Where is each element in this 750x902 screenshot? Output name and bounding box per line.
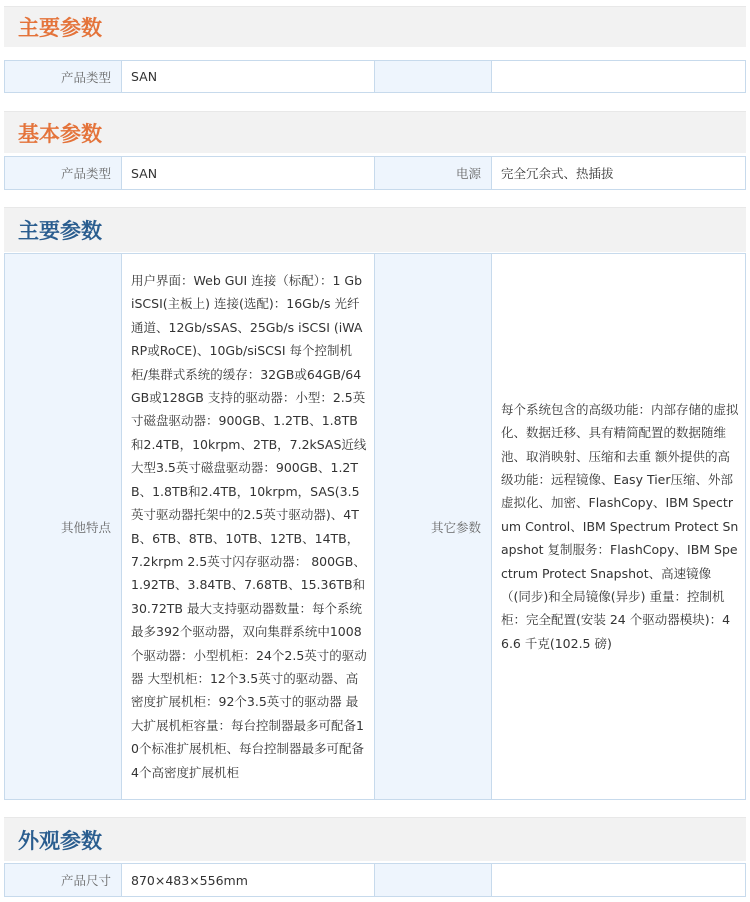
params-table-main-1 [4,60,746,93]
param-value: 870×483×556mm [122,864,375,897]
section-title-main-params-1: 主要参数 [4,6,746,47]
param-value: 完全冗余式、热插拔 [492,157,746,190]
param-label: 电源 [375,157,492,190]
params-table-main-2 [4,253,746,800]
section-title-basic-params: 基本参数 [4,111,746,153]
params-table-appearance [4,863,746,897]
param-label: 产品类型 [5,61,122,93]
param-label: 产品类型 [5,157,122,190]
param-label: 其它参数 [375,254,492,800]
table-row [5,61,746,93]
param-label [375,61,492,93]
param-value [492,864,746,897]
param-value [492,61,746,93]
params-table-basic [4,156,746,190]
param-label: 其他特点 [5,254,122,800]
section-title-main-params-2: 主要参数 [4,207,746,252]
section-title-appearance-params: 外观参数 [4,817,746,861]
param-value: SAN [122,61,375,93]
table-row [5,157,746,190]
param-value-long: 每个系统包含的高级功能：内部存储的虚拟化、数据迁移、具有精简配置的数据随维池、取消映射、压缩和去重 额外提供的高级功能：远程镜像、Easy Tier压缩、外部虚拟化、加密、FlashCopy、IBM Spectrum Control、IBM Spectrum Protect Snapshot 复制服务：FlashCopy、IBM Spectrum Protect Snapshot、高速镜像（(同步)和全局镜像(异步) 重量：控制机柜：完全配置(安装 24 个驱动器模块)：46.6 千克(102.5 磅) [492,254,746,800]
param-label: 产品尺寸 [5,864,122,897]
table-row [5,864,746,897]
param-value-long: 用户界面：Web GUI 连接（标配）：1 Gb iSCSI(主板上) 连接(选配)：16Gb/s 光纤通道、12Gb/sSAS、25Gb/s iSCSI (iWARP或RoCE)、10Gb/siSCSI 每个控制机柜/集群式系统的缓存：32GB或64GB/64GB或128GB 支持的驱动器：小型：2.5英寸磁盘驱动器：900GB、1.2TB、1.8TB和2.4TB，10krpm、2TB，7.2kSAS近线 大型3.5英寸磁盘驱动器：900GB、1.2TB、1.8TB和2.4TB，10krpm，SAS(3.5英寸驱动器托架中的2.5英寸驱动器)、4TB、6TB、8TB、10TB、12TB、14TB，7.2krpm 2.5英寸闪存驱动器： 800GB、1.92TB、3.84TB、7.68TB、15.36TB和30.72TB 最大支持驱动器数量：每个系统最多392个驱动器，双向集群系统中1008个驱动器：小型机柜：24个2.5英寸的驱动器 大型机柜：12个3.5英寸的驱动器、高密度扩展机柜：92个3.5英寸的驱动器 最大扩展机柜容量：每台控制器最多可配备10个标准扩展机柜、每台控制器最多可配备4个高密度扩展机柜 [122,254,375,800]
param-value: SAN [122,157,375,190]
table-row [5,254,746,800]
param-label [375,864,492,897]
